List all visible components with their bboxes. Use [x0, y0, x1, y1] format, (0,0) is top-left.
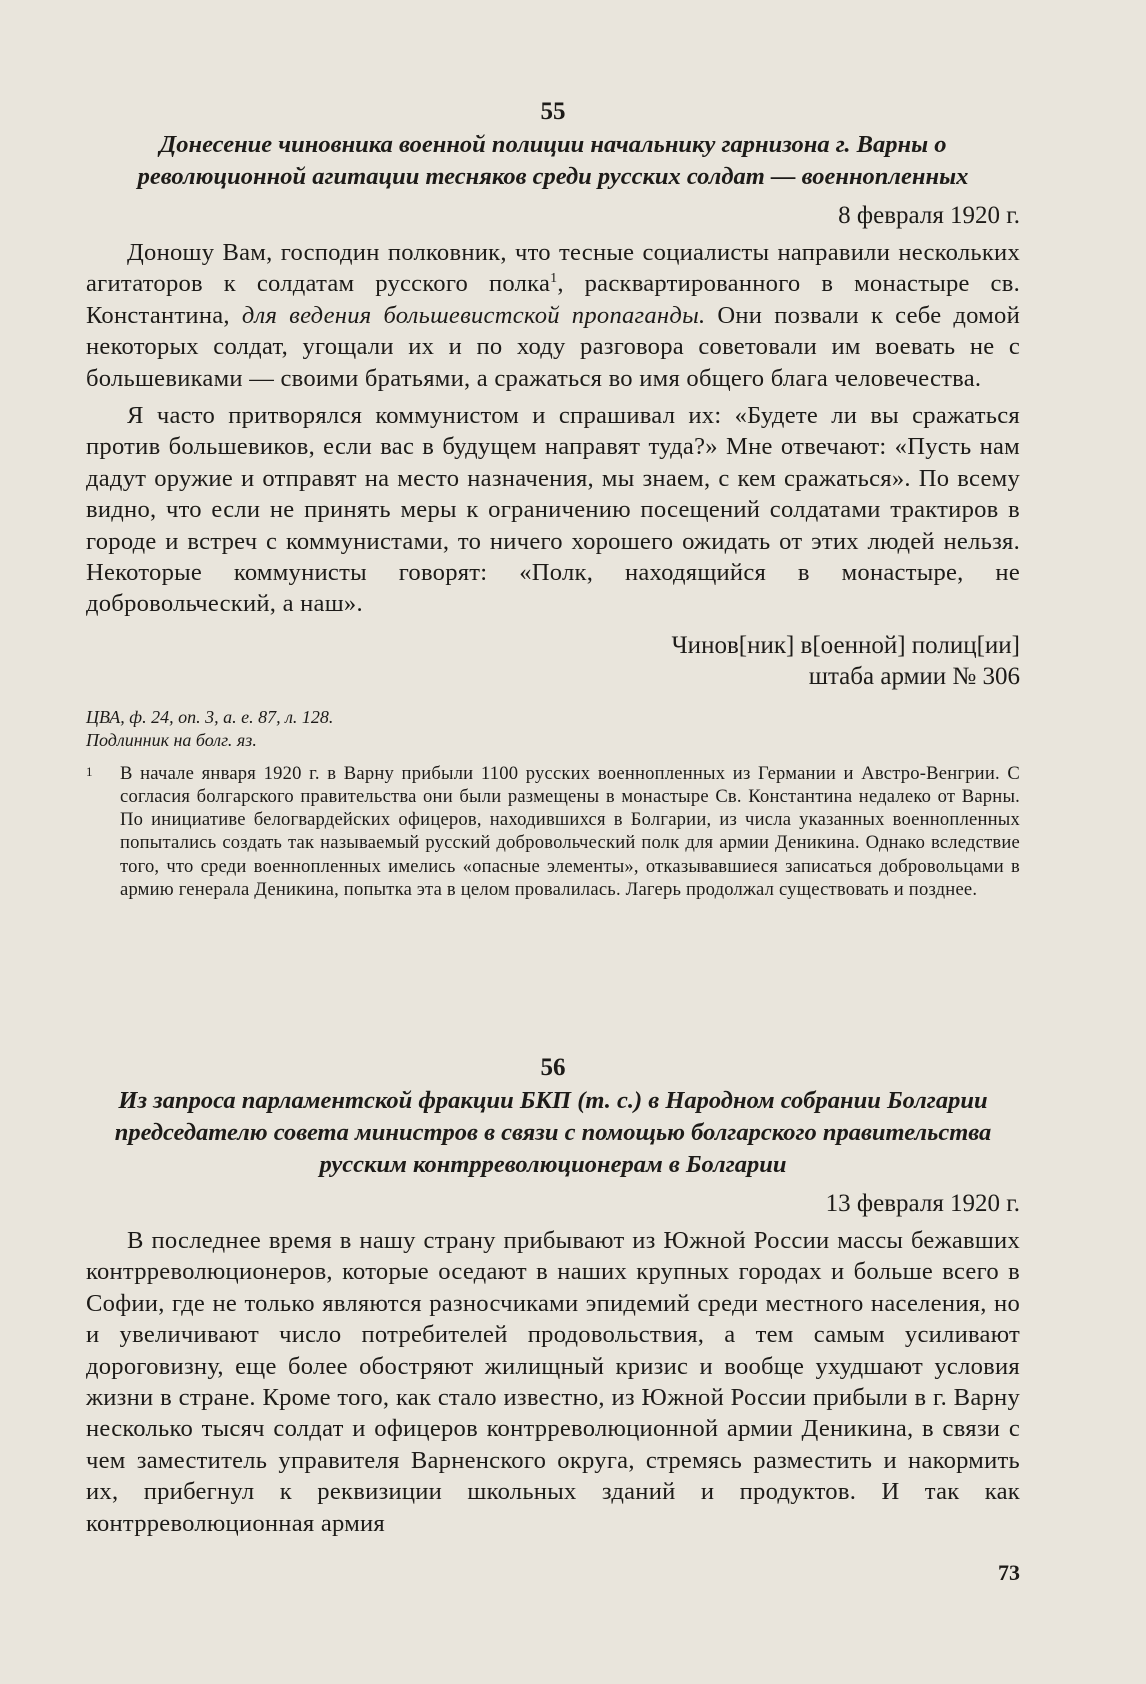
paragraph-text: Доношу Вам, господин полковник, что тесные социалисты направили нескольких агитаторов к солдатам русского полка — [86, 239, 1020, 298]
document-date: 13 февраля 1920 г. — [825, 1190, 1020, 1217]
signature-line: штаба армии № 306 — [808, 662, 1020, 690]
archive-source — [86, 706, 1020, 752]
footnote-mark: 1 — [86, 763, 93, 779]
body-paragraph — [86, 237, 1020, 394]
paragraph-text: , расквартированного в монастыре св. Константина, — [86, 270, 1020, 329]
footnote — [86, 762, 1020, 901]
body-paragraph: Я часто притворялся коммунистом и спрашивал их: «Будете ли вы сражаться против большевиков, если вас в будущем направят туда?» Мне отвечают: «Пусть нам дадут оружие и отправят на место назначения, мы знаем, с кем сражаться». По всему видно, что если не принять меры к ограничению посещений солдатами трактиров в городе и встреч с коммунистами, то ничего хорошего ожидать от этих людей нельзя. Некоторые коммунисты говорят: «Полк, находящийся в монастыре, не добровольческий, а наш». — [86, 402, 1020, 618]
body-paragraph: В последнее время в нашу страну прибывают из Южной России массы бежавших контрреволюционеров, которые оседают в наших крупных городах и больше всего в Софии, где не только являются разносчиками эпидемий среди местного населения, но и увеличивают число потребителей продовольствия, а тем самым усиливают дороговизну, еще более обостряют жилищный кризис и вообще ухудшают условия жизни в стране. Кроме того, как стало известно, из Южной России прибыли в г. Варну несколько тысяч солдат и офицеров контрреволюционной армии Деникина, в связи с чем заместитель управителя Варненского округа, стремясь разместить и накормить их, прибегнул к реквизиции школьных зданий и продуктов. И так как контрреволюционная армия — [86, 1227, 1020, 1537]
footnote-reference: 1 — [550, 271, 558, 287]
document-55 — [86, 97, 1020, 901]
document-title: Донесение чиновника военной полиции начальнику гарнизона г. Варны о революционной агитации тесняков среди русских солдат — военнопленных — [137, 131, 969, 190]
document-title: Из запроса парламентской фракции БКП (т. с.) в Народном собрании Болгарии председателю совета министров в связи с помощью болгарского правительства русским контрреволюционерам в Болгарии — [114, 1087, 992, 1178]
source-line: Подлинник на болг. яз. — [86, 729, 257, 750]
source-line: ЦВА, ф. 24, оп. 3, а. е. 87, л. 128. — [86, 706, 334, 727]
signature-line: Чинов[ник] в[оенной] полиц[ии] — [671, 631, 1020, 659]
document-number: 56 — [540, 1054, 566, 1081]
document-number: 55 — [540, 98, 566, 125]
italic-emphasis: для ведения большевистской пропаганды. — [241, 301, 706, 329]
document-date: 8 февраля 1920 г. — [838, 202, 1020, 229]
paragraph-text: Они позвали к себе домой некоторых солдат, угощали их и по ходу разговора советовали им воевать не с большевиками — своими братьями, а сражаться во имя общего блага человечества. — [86, 301, 1020, 392]
signature — [86, 630, 1020, 692]
page-number: 73 — [998, 1560, 1020, 1585]
footnote-text: В начале января 1920 г. в Варну прибыли 1100 русских военнопленных из Германии и Австро-Венгрии. С согласия болгарского правительства они были размещены в монастыре Св. Константина недалеко от Варны. По инициативе белогвардейских офицеров, находившихся в Болгарии, из числа указанных военнопленных попытались создать так называемый русский добровольческий полк для армии Деникина. Однако вследствие того, что среди военнопленных имелись «опасные элементы», отказывавшиеся записаться добровольцами в армию генерала Деникина, попытка эта в целом провалилась. Лагерь продолжал существовать и позднее. — [120, 762, 1020, 900]
document-56 — [86, 1053, 1020, 1539]
